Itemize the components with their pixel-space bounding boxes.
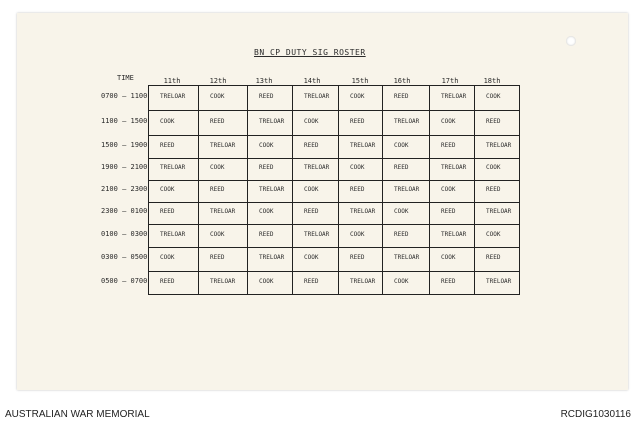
time-slot-label: 1900 – 2100 [101,163,148,171]
roster-cell: TRELOAR [210,208,236,215]
grid-row-divider [148,247,520,248]
roster-cell: TRELOAR [394,186,420,193]
time-slot-label: 0300 – 0500 [101,253,148,261]
roster-cell: REED [304,141,319,149]
roster-cell: REED [304,208,319,215]
roster-cell: COOK [160,186,175,193]
time-slot-label: 0700 – 1100 [101,91,148,100]
roster-cell: COOK [160,117,175,125]
roster-cell: REED [350,117,365,125]
roster-cell: REED [350,186,365,193]
roster-cell: TRELOAR [350,141,376,149]
roster-cell: REED [394,92,409,100]
roster-cell: TRELOAR [350,208,376,215]
roster-cell: COOK [210,92,225,100]
time-slot-label: 2100 – 2300 [101,185,148,193]
roster-cell: REED [160,208,175,215]
roster-cell: COOK [394,141,409,149]
roster-cell: COOK [210,164,225,171]
day-header: 12th [209,77,227,85]
roster-cell: REED [259,164,274,171]
grid-column-divider [247,85,248,295]
day-header: 17th [441,77,459,85]
roster-cell: COOK [394,208,409,215]
roster-cell: COOK [259,208,274,215]
roster-cell: COOK [160,254,175,261]
roster-grid [148,85,520,295]
footer-id: RCDIG1030116 [560,409,631,420]
roster-cell: COOK [350,230,365,238]
roster-cell: REED [441,141,456,149]
roster-cell: TRELOAR [160,164,186,171]
roster-cell: REED [394,230,409,238]
roster-cell: REED [441,208,456,215]
roster-cell: COOK [394,278,409,285]
roster-cell: TRELOAR [394,117,420,125]
time-slot-label: 1100 – 1500 [101,116,148,125]
grid-column-divider [338,85,339,295]
roster-cell: REED [486,254,501,261]
roster-cell: REED [304,278,319,285]
grid-row-divider [148,110,520,111]
day-header: 13th [255,77,273,85]
roster-cell: REED [210,117,225,125]
grid-column-divider [382,85,383,295]
roster-cell: TRELOAR [210,141,236,149]
roster-cell: COOK [486,230,501,238]
roster-cell: COOK [350,92,365,100]
roster-cell: TRELOAR [441,230,467,238]
roster-cell: TRELOAR [210,278,236,285]
footer-source: AUSTRALIAN WAR MEMORIAL [5,409,150,420]
roster-cell: TRELOAR [486,208,512,215]
roster-cell: COOK [304,254,319,261]
time-slot-label: 1500 – 1900 [101,140,148,149]
grid-row-divider [148,135,520,136]
day-header: 16th [393,77,411,85]
roster-cell: REED [259,230,274,238]
grid-row-divider [148,158,520,159]
time-slot-label: 2300 – 0100 [101,207,148,215]
roster-cell: COOK [350,164,365,171]
time-column-header: TIME [117,74,134,82]
roster-cell: COOK [441,186,456,193]
day-header: 14th [303,77,321,85]
roster-cell: REED [394,164,409,171]
roster-cell: TRELOAR [259,186,285,193]
roster-cell: REED [160,141,175,149]
roster-cell: TRELOAR [486,141,512,149]
grid-column-divider [474,85,475,295]
roster-cell: COOK [486,92,501,100]
roster-cell: REED [486,186,501,193]
page-title: BN CP DUTY SIG ROSTER [254,48,366,57]
roster-cell: TRELOAR [160,230,186,238]
roster-cell: TRELOAR [394,254,420,261]
roster-cell: COOK [441,117,456,125]
day-header: 11th [163,77,181,85]
day-header: 15th [351,77,369,85]
time-slot-label: 0100 – 0300 [101,229,148,238]
roster-cell: TRELOAR [304,92,330,100]
roster-cell: REED [350,254,365,261]
day-header: 18th [483,77,501,85]
grid-column-divider [292,85,293,295]
roster-cell: REED [441,278,456,285]
roster-cell: TRELOAR [304,230,330,238]
time-slot-label: 0500 – 0700 [101,277,148,285]
roster-cell: COOK [486,164,501,171]
roster-cell: TRELOAR [259,117,285,125]
roster-cell: REED [486,117,501,125]
roster-cell: TRELOAR [350,278,376,285]
roster-cell: TRELOAR [259,254,285,261]
roster-cell: COOK [304,117,319,125]
roster-cell: COOK [259,141,274,149]
roster-cell: COOK [210,230,225,238]
roster-cell: COOK [304,186,319,193]
roster-cell: TRELOAR [486,278,512,285]
roster-cell: COOK [441,254,456,261]
roster-cell: COOK [259,278,274,285]
roster-cell: REED [210,186,225,193]
roster-cell: TRELOAR [160,92,186,100]
grid-row-divider [148,202,520,203]
roster-cell: TRELOAR [304,164,330,171]
roster-cell: TRELOAR [441,164,467,171]
roster-cell: REED [259,92,274,100]
roster-cell: TRELOAR [441,92,467,100]
punch-hole [566,36,576,46]
grid-row-divider [148,180,520,181]
grid-column-divider [198,85,199,295]
roster-cell: REED [210,254,225,261]
grid-column-divider [429,85,430,295]
grid-row-divider [148,224,520,225]
grid-row-divider [148,271,520,272]
roster-cell: REED [160,278,175,285]
